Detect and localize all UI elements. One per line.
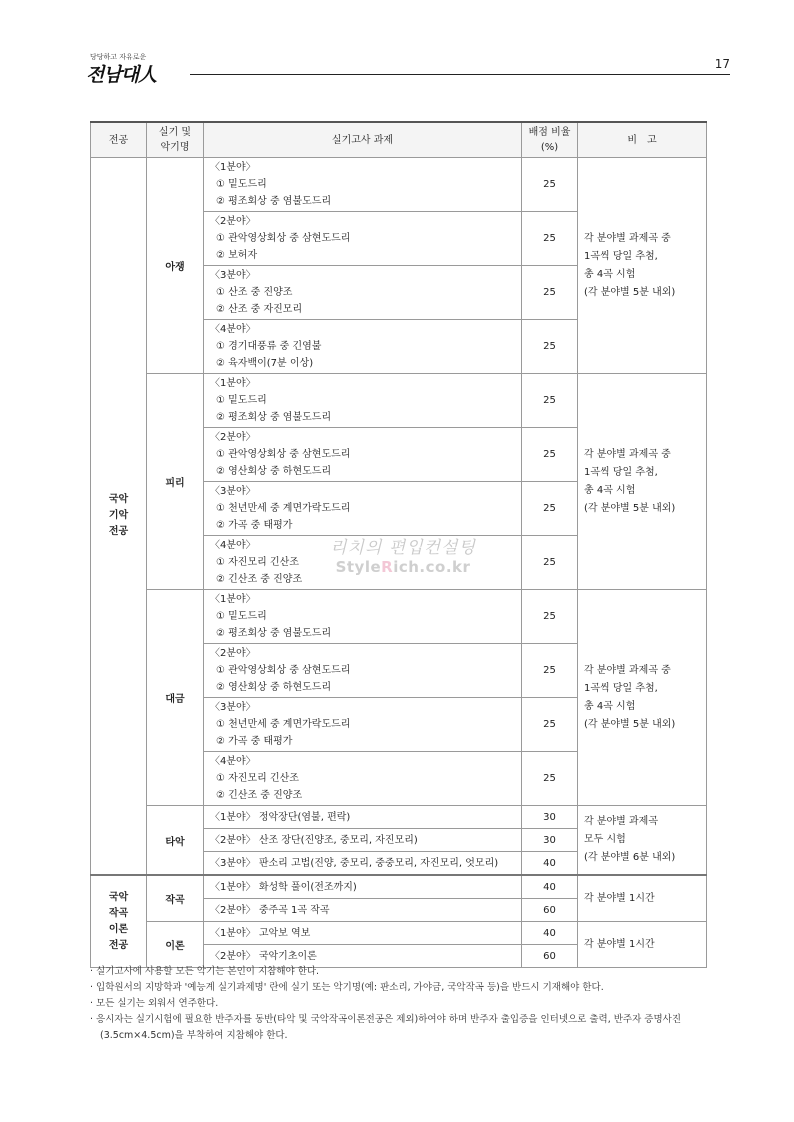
table-row — [91, 806, 707, 829]
task-item: ② 육자백이(7분 이상) — [216, 358, 314, 369]
notes — [90, 964, 710, 1044]
task-item: ① 경기대풍류 중 긴염불 — [216, 341, 322, 352]
instrument-cell: 대금 — [147, 590, 204, 806]
instrument-cell: 이론 — [147, 922, 204, 968]
table-header-row — [91, 122, 707, 158]
task-item: ② 영산회상 중 하현도드리 — [216, 682, 332, 693]
task-item: ② 평조회상 중 염불도드리 — [216, 196, 332, 207]
task-item: ② 긴산조 중 진양조 — [216, 790, 303, 801]
instrument-cell: 아쟁 — [147, 158, 204, 374]
task-item: ① 산조 중 진양조 — [216, 287, 293, 298]
score-cell: 25 — [522, 212, 578, 266]
logo: 전남대人 — [86, 64, 157, 86]
task-cell — [204, 482, 522, 536]
task-cell — [204, 875, 522, 899]
field-label: 〈3분야〉 — [210, 270, 256, 281]
major-cell: 국악 기악 전공 — [91, 158, 147, 876]
field-label: 〈2분야〉 국악기초이론 — [210, 950, 317, 962]
page-header — [0, 0, 794, 90]
score-cell: 25 — [522, 752, 578, 806]
field-label: 〈3분야〉 — [210, 486, 256, 497]
task-cell — [204, 590, 522, 644]
column-header: 실기 및 악기명 — [147, 122, 204, 158]
note-cell: 각 분야별 과제곡 중 1곡씩 당일 추첨, 총 4곡 시험 (각 분야별 5분 내외) — [578, 590, 707, 806]
score-cell: 25 — [522, 590, 578, 644]
task-item: ① 관악영상회상 중 삼현도드리 — [216, 665, 351, 676]
note-cell: 각 분야별 과제곡 중 1곡씩 당일 추첨, 총 4곡 시험 (각 분야별 5분 내외) — [578, 158, 707, 374]
column-header: 전공 — [91, 122, 147, 158]
watermark-line1: 리치의 편입컨설팅 — [330, 538, 476, 558]
task-item: ② 평조회상 중 염불도드리 — [216, 628, 332, 639]
field-label: 〈2분야〉 산조 장단(진양조, 중모리, 자진모리) — [210, 834, 418, 846]
logo-tagline: 당당하고 자유로운 — [90, 53, 147, 61]
table-row — [91, 374, 707, 428]
task-cell — [204, 922, 522, 945]
task-cell — [204, 829, 522, 852]
field-label: 〈1분야〉 화성학 풀이(전조까지) — [210, 881, 357, 893]
field-label: 〈2분야〉 — [210, 648, 256, 659]
major-cell: 국악 작곡 이론 전공 — [91, 875, 147, 968]
score-cell: 25 — [522, 428, 578, 482]
watermark-text-b: R — [381, 558, 394, 576]
task-cell — [204, 644, 522, 698]
field-label: 〈1분야〉 — [210, 378, 256, 389]
task-item: ① 밑도드리 — [216, 611, 267, 622]
column-header: 배점 비율 (%) — [522, 122, 578, 158]
task-item: ① 자진모리 긴산조 — [216, 773, 299, 784]
score-cell: 25 — [522, 266, 578, 320]
note-cell: 각 분야별 1시간 — [578, 875, 707, 922]
task-cell — [204, 158, 522, 212]
task-item: ① 밑도드리 — [216, 179, 267, 190]
task-item: ② 평조회상 중 염불도드리 — [216, 412, 332, 423]
note-cell: 각 분야별 1시간 — [578, 922, 707, 968]
field-label: 〈2분야〉 — [210, 432, 256, 443]
task-item: ② 영산회상 중 하현도드리 — [216, 466, 332, 477]
score-cell: 25 — [522, 536, 578, 590]
task-item: ② 보허자 — [216, 250, 258, 261]
note-item: · 응시자는 실기시험에 필요한 반주자를 동반(타악 및 국악작곡이론전공은 제외)하여야 하며 반주자 출입증을 인터넷으로 출력, 반주자 증명사진(3.5cm×4.5cm)을 부착하여 지참해야 한다. — [90, 1014, 682, 1041]
task-cell — [204, 852, 522, 876]
exam-table — [90, 121, 707, 968]
header-divider — [190, 74, 730, 75]
instrument-cell: 작곡 — [147, 875, 204, 922]
instrument-cell: 타악 — [147, 806, 204, 876]
field-label: 〈4분야〉 — [210, 540, 256, 551]
score-cell: 25 — [522, 320, 578, 374]
task-cell — [204, 536, 522, 590]
score-cell: 40 — [522, 852, 578, 876]
score-cell: 40 — [522, 922, 578, 945]
watermark-text-c: ich.co.kr — [393, 558, 471, 576]
page-number: 17 — [714, 57, 730, 71]
task-cell — [204, 899, 522, 922]
score-cell: 25 — [522, 158, 578, 212]
field-label: 〈4분야〉 — [210, 756, 256, 767]
table-row — [91, 158, 707, 212]
task-cell — [204, 806, 522, 829]
task-item: ② 가곡 중 태평가 — [216, 520, 293, 531]
task-item: ② 가곡 중 태평가 — [216, 736, 293, 747]
field-label: 〈1분야〉 — [210, 162, 256, 173]
task-cell — [204, 320, 522, 374]
score-cell: 60 — [522, 945, 578, 968]
score-cell: 25 — [522, 644, 578, 698]
score-cell: 25 — [522, 698, 578, 752]
column-header: 비 고 — [578, 122, 707, 158]
score-cell: 25 — [522, 482, 578, 536]
task-cell — [204, 752, 522, 806]
task-item: ② 긴산조 중 진양조 — [216, 574, 303, 585]
field-label: 〈1분야〉 — [210, 594, 256, 605]
task-cell — [204, 374, 522, 428]
table-row — [91, 590, 707, 644]
column-header: 실기고사 과제 — [204, 122, 522, 158]
table-row — [91, 922, 707, 945]
task-cell — [204, 428, 522, 482]
task-item: ② 산조 중 자진모리 — [216, 304, 303, 315]
note-item: · 모든 실기는 외워서 연주한다. — [90, 998, 219, 1009]
field-label: 〈1분야〉 정악장단(염불, 편락) — [210, 811, 351, 823]
table-row — [91, 875, 707, 899]
field-label: 〈2분야〉 — [210, 216, 256, 227]
task-item: ① 천년만세 중 계면가락도드리 — [216, 503, 351, 514]
field-label: 〈3분야〉 — [210, 702, 256, 713]
score-cell: 40 — [522, 875, 578, 899]
score-cell: 60 — [522, 899, 578, 922]
task-item: ① 관악영상회상 중 삼현도드리 — [216, 233, 351, 244]
task-cell — [204, 266, 522, 320]
task-item: ① 관악영상회상 중 삼현도드리 — [216, 449, 351, 460]
watermark-text-a: Style — [335, 558, 382, 576]
score-cell: 25 — [522, 374, 578, 428]
note-item: · 실기고사에 사용할 모든 악기는 본인이 지참해야 한다. — [90, 966, 320, 977]
task-item: ① 밑도드리 — [216, 395, 267, 406]
score-cell: 30 — [522, 829, 578, 852]
task-cell — [204, 698, 522, 752]
task-item: ① 천년만세 중 계면가락도드리 — [216, 719, 351, 730]
field-label: 〈2분야〉 중주곡 1곡 작곡 — [210, 904, 330, 916]
note-cell: 각 분야별 과제곡 중 1곡씩 당일 추첨, 총 4곡 시험 (각 분야별 5분 내외) — [578, 374, 707, 590]
note-item: · 입학원서의 지망학과 '예능계 실기과제명' 란에 실기 또는 악기명(예: 판소리, 가야금, 국악작곡 등)을 반드시 기재해야 한다. — [90, 982, 604, 993]
score-cell: 30 — [522, 806, 578, 829]
note-cell: 각 분야별 과제곡 모두 시험 (각 분야별 6분 내외) — [578, 806, 707, 876]
field-label: 〈3분야〉 판소리 고법(진양, 중모리, 중중모리, 자진모리, 엇모리) — [210, 857, 499, 869]
field-label: 〈1분야〉 고악보 역보 — [210, 927, 311, 939]
field-label: 〈4분야〉 — [210, 324, 256, 335]
instrument-cell: 피리 — [147, 374, 204, 590]
task-item: ① 자진모리 긴산조 — [216, 557, 299, 568]
task-cell — [204, 212, 522, 266]
